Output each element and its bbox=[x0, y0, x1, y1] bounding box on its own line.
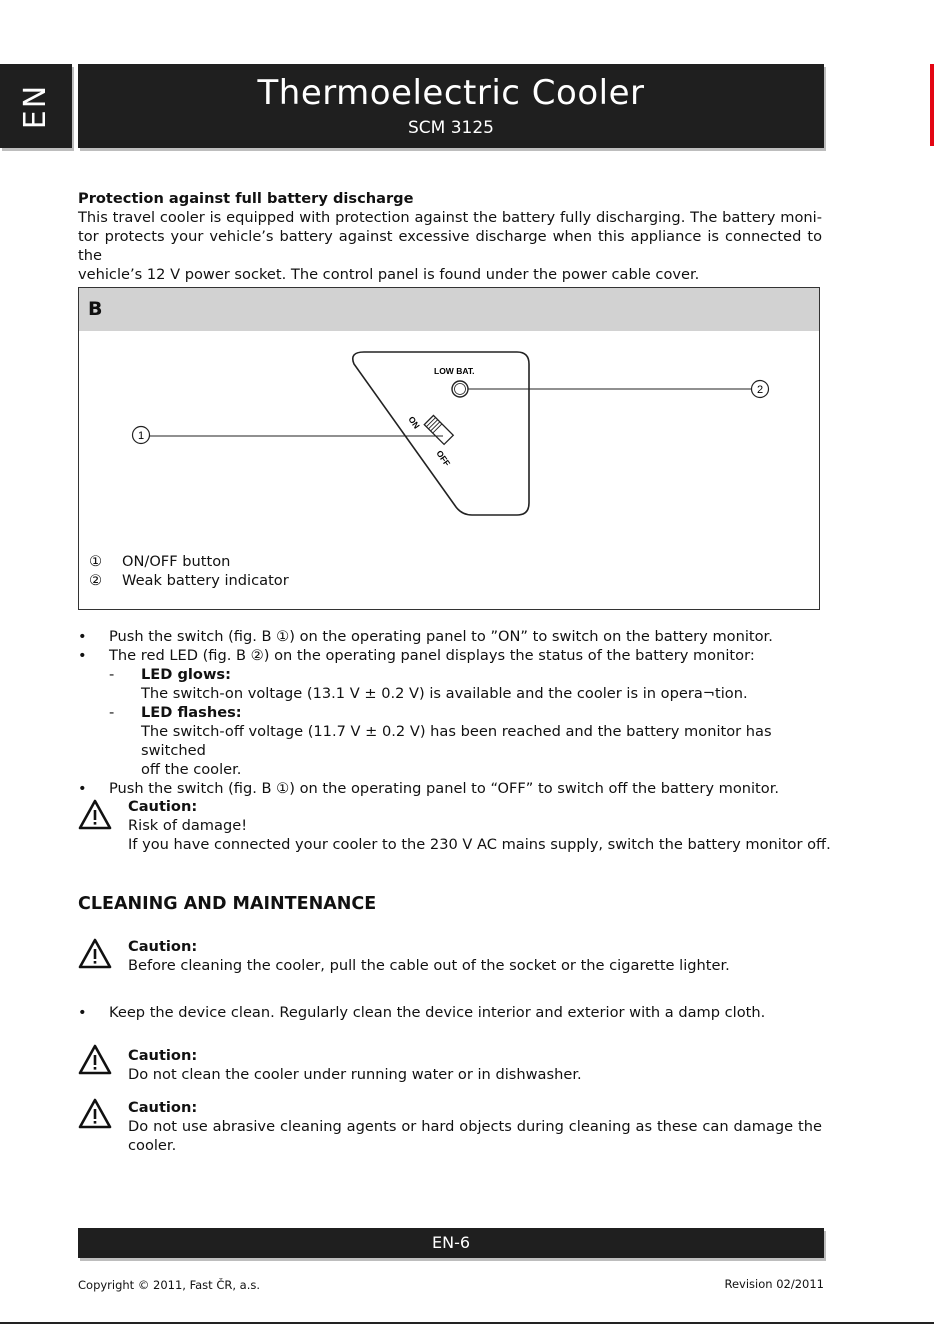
intro-line: This travel cooler is equipped with protection against the battery fully discharging. The battery moni- bbox=[78, 209, 822, 226]
legend-text: Weak battery indicator bbox=[122, 572, 289, 589]
list-item-text: The red LED (fig. B ②) on the operating panel displays the status of the battery monitor: bbox=[109, 647, 755, 664]
on-off-switch bbox=[424, 415, 453, 444]
warning-icon bbox=[78, 938, 112, 970]
caution-block bbox=[128, 1046, 582, 1084]
bullet: • bbox=[78, 647, 87, 664]
page-number: EN-6 bbox=[431, 1233, 471, 1252]
switch-on-label: ON bbox=[406, 414, 422, 431]
figure-header bbox=[79, 288, 819, 331]
figure-box bbox=[78, 287, 820, 610]
bullet: • bbox=[78, 780, 87, 797]
page-edge-line bbox=[0, 1322, 934, 1324]
list-item-text: Push the switch (fig. B ①) on the operating panel to ”ON” to switch on the battery monitor. bbox=[109, 628, 773, 645]
sub-item-text: The switch-off voltage (11.7 V ± 0.2 V) has been reached and the battery monitor has switched bbox=[141, 723, 772, 759]
footer-bar bbox=[78, 1228, 824, 1258]
list-item-text: Push the switch (fig. B ①) on the operating panel to “OFF” to switch off the battery monitor. bbox=[109, 780, 780, 797]
list-item bbox=[78, 1003, 765, 1022]
low-bat-label: LOW BAT. bbox=[434, 366, 475, 376]
figure-legend bbox=[89, 552, 289, 590]
list-item bbox=[78, 646, 824, 665]
intro-line: vehicle’s 12 V power socket. The control panel is found under the power cable cover. bbox=[78, 266, 700, 283]
caution-text: cooler. bbox=[128, 1137, 177, 1154]
caution-text: If you have connected your cooler to the 230 V AC mains supply, switch the battery monitor off. bbox=[128, 836, 831, 853]
caution-text: Do not use abrasive cleaning agents or hard objects during cleaning as these can damage the bbox=[128, 1118, 822, 1135]
revision: Revision 02/2011 bbox=[724, 1277, 824, 1291]
legend-number: ② bbox=[89, 572, 103, 589]
callout-2-number: 2 bbox=[756, 384, 764, 396]
caution-text: Risk of damage! bbox=[128, 817, 248, 834]
caution-block bbox=[128, 937, 730, 975]
warning-icon bbox=[78, 1098, 112, 1130]
sub-item-text: off the cooler. bbox=[141, 761, 242, 778]
caution-text: Do not clean the cooler under running water or in dishwasher. bbox=[128, 1066, 582, 1083]
edge-marker bbox=[930, 64, 934, 146]
sub-item-title: LED flashes: bbox=[141, 704, 242, 721]
language-label: EN bbox=[18, 83, 54, 129]
caution-title: Caution: bbox=[128, 798, 198, 815]
caution-title: Caution: bbox=[128, 1047, 198, 1064]
section-heading-battery: Protection against full battery discharge bbox=[78, 190, 414, 207]
language-tab bbox=[0, 64, 72, 148]
section-heading-cleaning: CLEANING AND MAINTENANCE bbox=[78, 894, 377, 914]
page-title: Thermoelectric Cooler bbox=[257, 73, 645, 113]
list-item bbox=[78, 779, 824, 798]
legend-number: ① bbox=[89, 553, 103, 570]
intro-line: tor protects your vehicle’s battery against excessive discharge when this appliance is connected to the bbox=[78, 228, 822, 264]
bullet: • bbox=[78, 628, 87, 645]
dash: - bbox=[109, 704, 115, 721]
figure-label: B bbox=[88, 298, 103, 320]
sub-item bbox=[78, 665, 824, 684]
callout-1-number: 1 bbox=[137, 430, 145, 442]
legend-item bbox=[89, 571, 289, 590]
intro-paragraph bbox=[78, 208, 822, 284]
sub-item-title: LED glows: bbox=[141, 666, 231, 683]
instructions-list bbox=[78, 627, 824, 798]
dash: - bbox=[109, 666, 115, 683]
sub-item-text: The switch-on voltage (13.1 V ± 0.2 V) is available and the cooler is in opera¬tion. bbox=[141, 685, 748, 702]
list-item bbox=[78, 627, 824, 646]
legend-item bbox=[89, 552, 289, 571]
copyright: Copyright © 2011, Fast ČR, a.s. bbox=[78, 1278, 261, 1292]
list-item-text: Keep the device clean. Regularly clean the device interior and exterior with a damp cloth. bbox=[109, 1004, 766, 1021]
caution-text: Before cleaning the cooler, pull the cable out of the socket or the cigarette lighter. bbox=[128, 957, 730, 974]
legend-text: ON/OFF button bbox=[122, 553, 231, 570]
caution-block bbox=[128, 1098, 822, 1155]
header-bar bbox=[78, 64, 824, 148]
sub-item bbox=[78, 703, 824, 722]
caution-block bbox=[128, 797, 831, 854]
caution-title: Caution: bbox=[128, 938, 198, 955]
bullet: • bbox=[78, 1004, 87, 1021]
caution-title: Caution: bbox=[128, 1099, 198, 1116]
warning-icon bbox=[78, 799, 112, 831]
model-number: SCM 3125 bbox=[408, 118, 494, 138]
warning-icon bbox=[78, 1044, 112, 1076]
switch-off-label: OFF bbox=[434, 448, 453, 469]
